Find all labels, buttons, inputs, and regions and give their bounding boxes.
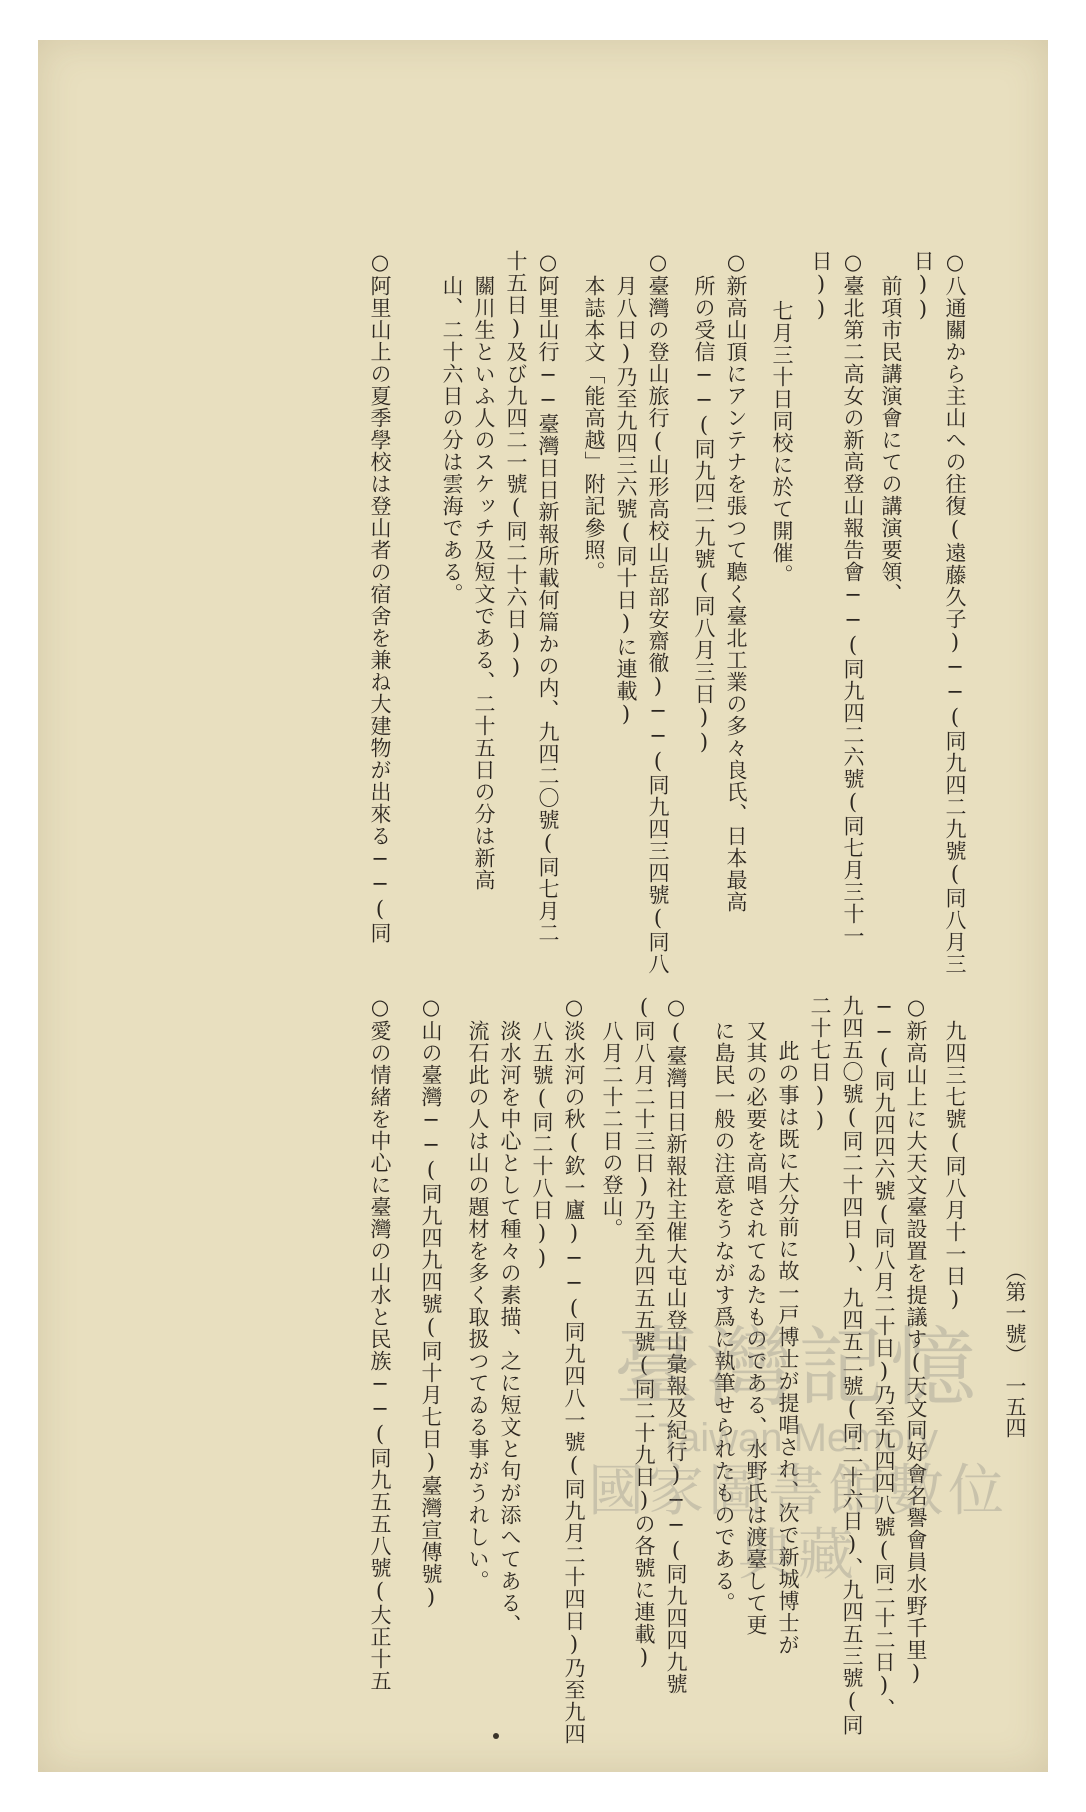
text-line: 此の事は既に大分前に故一戸博士が提唱され、次で新城博士が — [776, 1040, 800, 1656]
ink-dot — [493, 1733, 499, 1739]
text-line: ○山の臺灣──(同九四九四號(同十月七日)臺灣宣傳號) — [419, 995, 443, 1610]
text-line: 九四三七號(同八月十一日) — [943, 1020, 967, 1312]
text-line: 山、二十六日の分は雲海である。 — [440, 275, 464, 605]
text-line: ○新高山上に大天文臺設置を提議す(天文同好會名譽會員水野千里) — [904, 995, 928, 1686]
text-line: ○新高山頂にアンテナを張つて聽く臺北工業の多々良氏、日本最高 — [724, 250, 748, 913]
text-line: ○愛の情緒を中心に臺灣の山水と民族──(同九五五八號(大正十五 — [368, 995, 392, 1692]
text-line: 日)) — [911, 250, 935, 322]
text-line: ○八通關から主山への往復(遠藤久子)──(同九四二九號(同八月三 — [943, 250, 967, 975]
text-line: に島民一般の注意をうながす爲に執筆せられたものである。 — [712, 1020, 736, 1614]
text-line: 月八日)乃至九四三六號(同十日)に連載) — [614, 275, 638, 727]
watermark-title: 臺灣記憶 — [614, 1318, 982, 1418]
text-line: 前項市民講演會にての講演要領、 — [879, 275, 903, 605]
page-number: 一五四 — [1003, 1375, 1027, 1438]
text-line: ○阿里山上の夏季學校は登山者の宿舍を兼ね大建物が出來る──(同 — [368, 250, 392, 944]
text-line: ○(臺灣日日新報社主催大屯山登山彙報及紀行)──(同九四四九號 — [664, 995, 688, 1695]
text-line: 又其の必要を高唱されてゐたものである、水野氏は渡臺して更 — [744, 1020, 768, 1636]
text-line: ○臺灣の登山旅行(山形高校山岳部安齋徹)──(同九四三四號(同八 — [646, 250, 670, 975]
text-line: ○阿里山行──臺灣日日新報所載何篇かの内、九四二〇號(同七月二 — [536, 250, 560, 944]
text-line: 十五日)及び九四二一號(同二十六日)) — [504, 250, 528, 680]
text-line: ○臺北第二高女の新高登山報告會──(同九四二六號(同七月三十一 — [841, 250, 865, 947]
text-line: ○淡水河の秋(欽一廬)──(同九四八一號(同九月二十四日)乃至九四 — [562, 995, 586, 1745]
text-line: 本誌本文「能高越」附記參照。 — [582, 275, 606, 583]
text-line: 八五號(同二十八日)) — [530, 1020, 554, 1271]
text-line: 淡水河を中心として種々の素描、之に短文と句が添へてある、 — [498, 1020, 522, 1636]
text-line: ──(同九四四六號(同八月二十日)乃至九四四八號(同二十二日)、 — [872, 995, 896, 1720]
issue-label: （第一號） — [1003, 1260, 1027, 1365]
text-line: 關川生といふ人のスケッチ及短文である、二十五日の分は新高 — [472, 275, 496, 891]
text-line: 八月二十二日の登山。 — [600, 1020, 624, 1240]
text-line: 九四五〇號(同二十四日)、九四五二號(同二十六日)、九四五三號(同 — [840, 995, 864, 1736]
watermark-subtitle: 國家圖書館數位典藏 — [588, 1459, 1008, 1588]
text-line: 七月三十日同校に於て開催。 — [770, 300, 794, 586]
text-line: 日)) — [809, 250, 833, 322]
text-line: 所の受信──(同九四二九號(同八月三日)) — [692, 275, 716, 755]
page — [38, 40, 1048, 1772]
text-line: (同八月二十三日)乃至九四五五號(同二十九日)の各號に連載) — [632, 995, 656, 1670]
text-line: 二十七日)) — [808, 995, 832, 1133]
text-line: 流石此の人は山の題材を多く取扱つてゐる事がうれしい。 — [466, 1020, 490, 1592]
watermark-latin: Taiwan Memory — [657, 1416, 939, 1460]
